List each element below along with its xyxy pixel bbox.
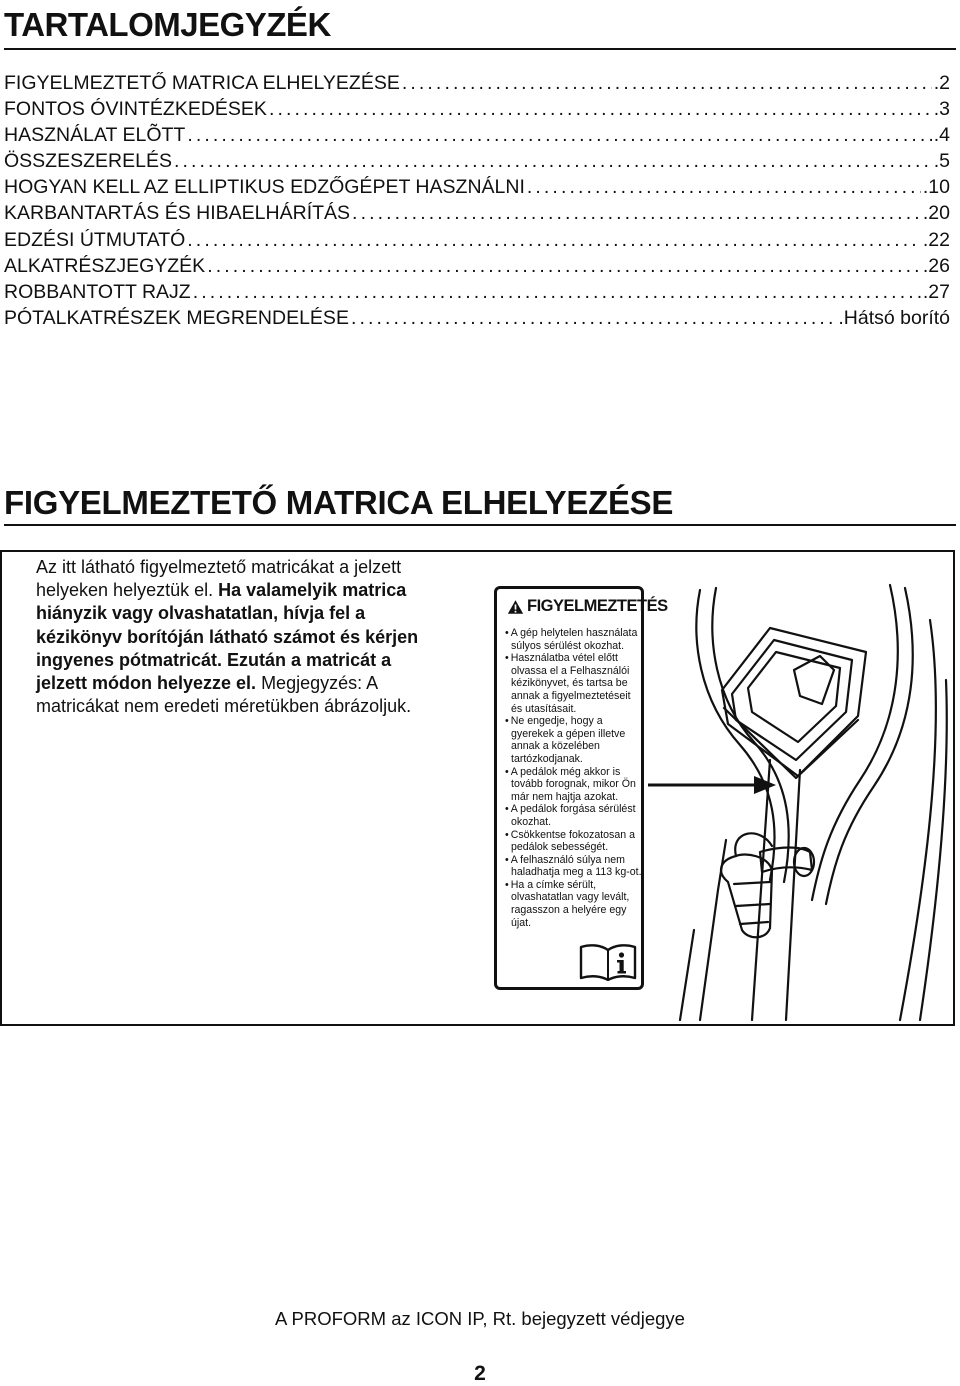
- intro-text-bold: Ha valamelyik matrica hiányzik vagy olvashatatlan, hívja fel a kézikönyv borítóján látható számot és kérjen ingyenes pótmatricát. Ezután a matricát a jelzett módon helyezze el.: [36, 580, 419, 694]
- page-number: 2: [474, 1362, 486, 1385]
- warning-item: • Csökkentse fokozatosan a pedálok sebességét.: [505, 829, 643, 854]
- table-of-contents: [4, 70, 950, 331]
- warning-decal: [494, 586, 668, 990]
- toc-entry[interactable]: [4, 96, 950, 122]
- toc-leader-dots: [402, 70, 932, 96]
- toc-title: TARTALOMJEGYZÉK: [4, 6, 331, 43]
- warning-item: • A pedálok még akkor is tovább forognak, mikor Ön már nem hajtja azokat.: [505, 766, 643, 804]
- warning-decal-header: [507, 597, 668, 616]
- toc-header: [4, 2, 956, 50]
- toc-entry-page: .20: [922, 202, 950, 225]
- section-intro-text: [36, 556, 436, 718]
- trademark-notice: A PROFORM az ICON IP, Rt. bejegyzett védjegye: [275, 1308, 685, 1329]
- toc-leader-dots: [187, 227, 921, 253]
- toc-leader-dots: [352, 200, 921, 226]
- warning-item: • A felhasználó súlya nem haladhatja meg a 113 kg-ot.: [505, 854, 643, 879]
- warning-decal-items: [505, 627, 643, 929]
- toc-entry-page: .27: [922, 280, 950, 303]
- toc-entry[interactable]: [4, 174, 950, 200]
- toc-entry-label: PÓTALKATRÉSZEK MEGRENDELÉSE: [4, 306, 349, 329]
- toc-entry[interactable]: [4, 200, 950, 226]
- toc-entry-label: KARBANTARTÁS ÉS HIBAELHÁRÍTÁS: [4, 202, 351, 225]
- toc-leader-dots: [174, 148, 932, 174]
- toc-entry[interactable]: [4, 148, 950, 174]
- toc-entry-page: .4: [933, 124, 950, 147]
- toc-entry-page: .22: [922, 228, 950, 251]
- toc-entry[interactable]: [4, 122, 950, 148]
- toc-entry-page: .10: [922, 176, 950, 199]
- toc-entry-page: .26: [922, 254, 950, 277]
- section-title: FIGYELMEZTETŐ MATRICA ELHELYEZÉSE: [4, 484, 674, 521]
- warning-item: • Ha a címke sérült, olvashatatlan vagy levált, ragasszon a helyére egy újat.: [505, 879, 643, 929]
- toc-entry-page: .Hátsó borító: [838, 306, 950, 329]
- warning-item: • Használatba vétel előtt olvassa el a Felhasználói kézikönyvet, és tartsa be annak a figyelmeztetéseit és utasításait.: [505, 652, 643, 715]
- toc-entry-label: ROBBANTOTT RAJZ: [4, 280, 191, 303]
- toc-leader-dots: [193, 279, 921, 305]
- toc-entry-label: HOGYAN KELL AZ ELLIPTIKUS EDZŐGÉPET HASZNÁLNI: [4, 176, 525, 199]
- toc-leader-dots: [207, 253, 921, 279]
- warning-triangle-icon: [507, 599, 524, 615]
- toc-leader-dots: [187, 122, 931, 148]
- toc-entry-label: EDZÉSI ÚTMUTATÓ: [4, 228, 186, 251]
- toc-entry-page: .3: [933, 98, 950, 121]
- section-header: [4, 482, 956, 526]
- toc-entry[interactable]: [4, 305, 950, 331]
- toc-entry[interactable]: [4, 70, 950, 96]
- toc-entry-page: .5: [933, 150, 950, 173]
- toc-leader-dots: [269, 96, 932, 122]
- toc-entry-label: HASZNÁLAT ELÕTT: [4, 124, 186, 147]
- intro-text-normal: Az itt látható figyelmeztető matricákat a jelzett helyeken helyeztük el.: [36, 557, 402, 601]
- toc-entry-page: .2: [933, 72, 950, 94]
- toc-entry[interactable]: [4, 227, 950, 253]
- toc-entry[interactable]: [4, 253, 950, 279]
- intro-text-note: Megjegyzés: A matricákat nem eredeti méretükben ábrázoljuk.: [36, 673, 412, 717]
- toc-leader-dots: [351, 305, 836, 331]
- warning-decal-title: FIGYELMEZTETÉS: [527, 597, 668, 615]
- toc-entry-label: ÖSSZESZERELÉS: [4, 150, 172, 173]
- warning-item: • A pedálok forgása sérülést okozhat.: [505, 803, 643, 828]
- toc-entry[interactable]: [4, 279, 950, 305]
- read-manual-info-icon: [579, 943, 637, 981]
- toc-leader-dots: [527, 174, 921, 200]
- warning-item: • Ne engedje, hogy a gyerekek a gépen illetve annak a közelében tartózkodjanak.: [505, 715, 643, 765]
- toc-entry-label: FONTOS ÓVINTÉZKEDÉSEK: [4, 98, 267, 121]
- toc-entry-label: ALKATRÉSZJEGYZÉK: [4, 254, 206, 277]
- toc-entry-label: FIGYELMEZTETŐ MATRICA ELHELYEZÉSE: [4, 72, 400, 94]
- warning-item: • A gép helytelen használata súlyos sérülést okozhat.: [505, 627, 643, 652]
